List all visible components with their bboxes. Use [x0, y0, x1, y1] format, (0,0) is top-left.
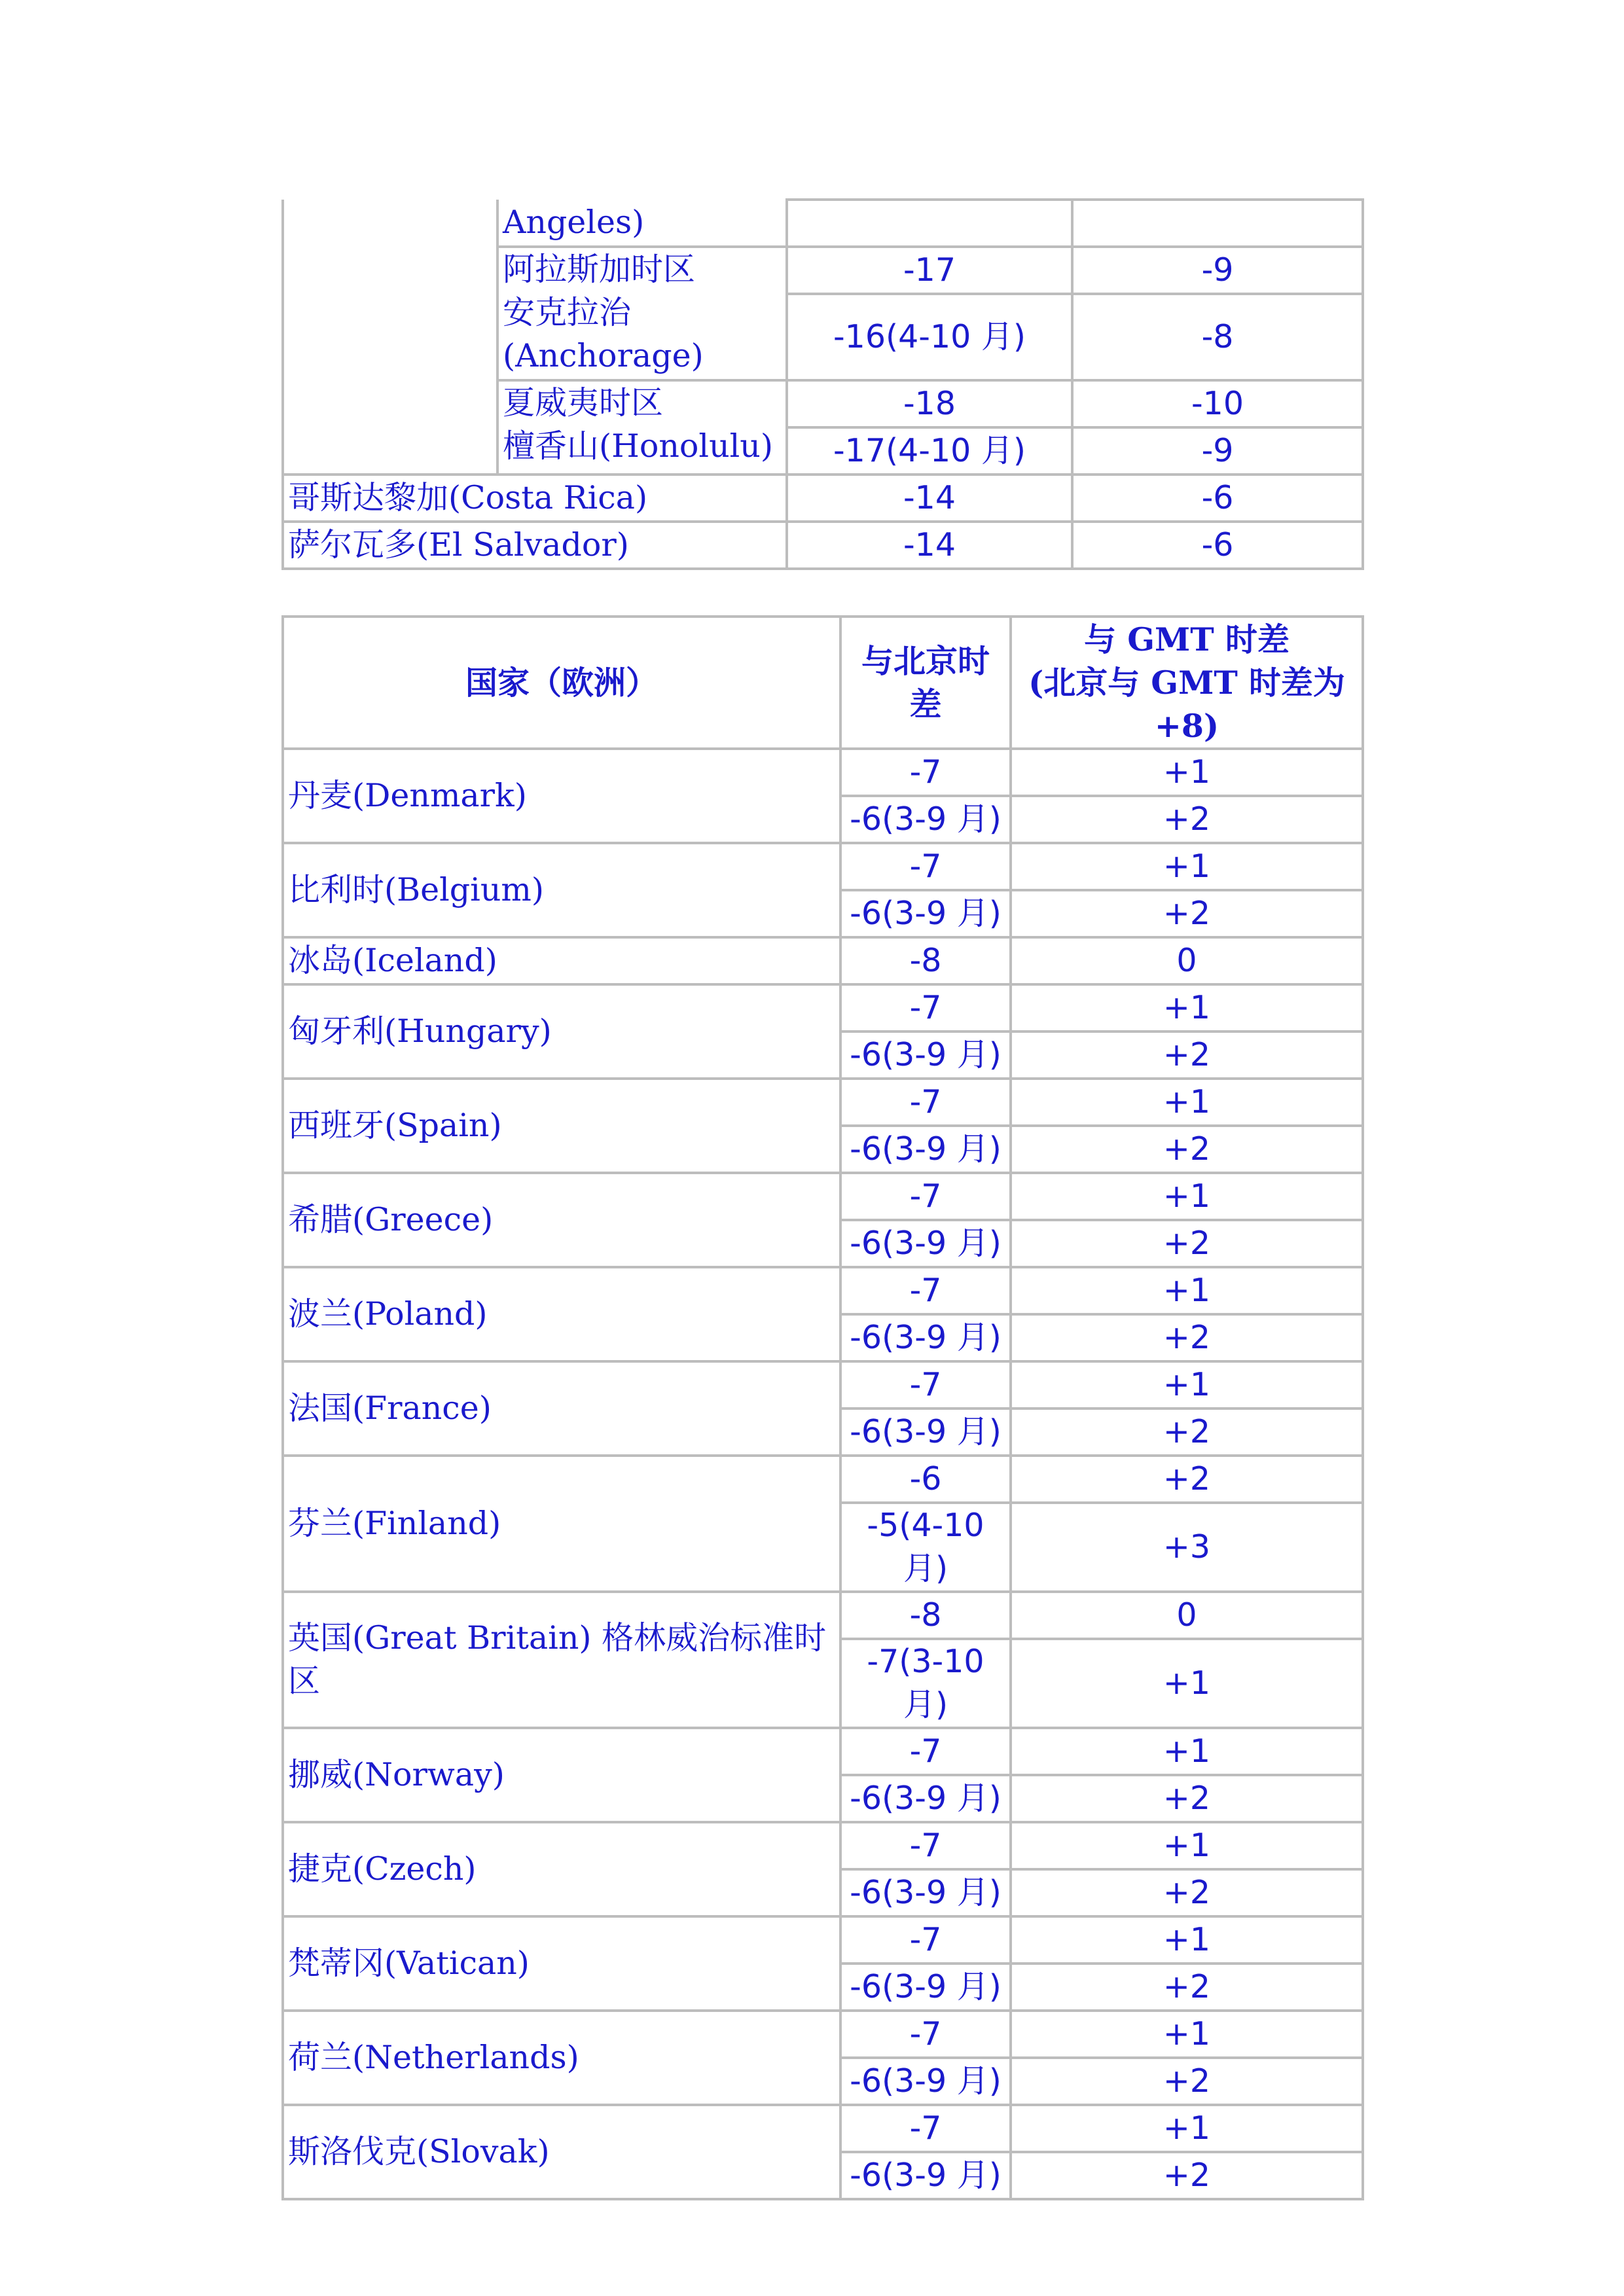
- europe-table-body: [283, 749, 1363, 2199]
- table-row: [283, 1728, 1363, 1775]
- gmt-diff-cell: +2: [1011, 1126, 1363, 1173]
- bj-diff-cell: -7: [840, 1728, 1011, 1775]
- bj-diff-cell: -7: [840, 984, 1011, 1031]
- country-name-cell: 挪威(Norway): [283, 1728, 840, 1822]
- gmt-diff-cell: +2: [1011, 1775, 1363, 1822]
- gmt-diff-cell: +1: [1011, 843, 1363, 890]
- bj-diff-cell: -7(3-10 月): [840, 1639, 1011, 1728]
- time-zone-table-europe: [281, 615, 1364, 2200]
- gmt-diff-cell: 0: [1011, 1592, 1363, 1639]
- gmt-diff-cell: +2: [1011, 1220, 1363, 1267]
- bj-diff-cell: -6(3-9 月): [840, 1126, 1011, 1173]
- bj-diff-cell: -6(3-9 月): [840, 1869, 1011, 1916]
- country-name-el-salvador: 萨尔瓦多(El Salvador): [283, 522, 787, 569]
- zone-name-angeles: Angeles): [497, 200, 787, 247]
- bj-diff-cell: -7: [840, 1267, 1011, 1314]
- country-name-cell: 梵蒂冈(Vatican): [283, 1916, 840, 2011]
- country-name-cell: 匈牙利(Hungary): [283, 984, 840, 1079]
- country-name-costa-rica: 哥斯达黎加(Costa Rica): [283, 475, 787, 522]
- country-name-cell: 芬兰(Finland): [283, 1456, 840, 1592]
- gmt-diff-cell: -10: [1072, 380, 1363, 427]
- bj-diff-cell: -6(3-9 月): [840, 796, 1011, 843]
- header-gmt-line1: 与 GMT 时差: [1084, 620, 1290, 658]
- bj-diff-cell: -17: [787, 247, 1072, 294]
- table-row: [283, 2105, 1363, 2152]
- table-row: [283, 749, 1363, 796]
- table-row: [283, 1456, 1363, 1503]
- header-gmt-diff: [1011, 617, 1363, 749]
- bj-diff-cell: -7: [840, 749, 1011, 796]
- gmt-diff-cell: [1072, 200, 1363, 247]
- bj-diff-cell: -8: [840, 937, 1011, 984]
- bj-diff-cell: [787, 200, 1072, 247]
- header-gmt-line2: (北京与 GMT 时差为+8): [1028, 664, 1345, 745]
- table-row: [283, 1916, 1363, 1964]
- gmt-diff-cell: +2: [1011, 1314, 1363, 1361]
- zone-name-alaska: [497, 247, 787, 380]
- gmt-diff-cell: +1: [1011, 1639, 1363, 1728]
- bj-diff-cell: -14: [787, 475, 1072, 522]
- table-row: [283, 2011, 1363, 2058]
- gmt-diff-cell: -6: [1072, 475, 1363, 522]
- header-country: 国家（欧洲）: [283, 617, 840, 749]
- bj-diff-cell: -6(3-9 月): [840, 1408, 1011, 1456]
- zone-line: 夏威夷时区: [503, 384, 664, 422]
- bj-diff-cell: -6(3-9 月): [840, 2058, 1011, 2105]
- table-row: [283, 1267, 1363, 1314]
- gmt-diff-cell: +2: [1011, 890, 1363, 937]
- country-name-cell: 英国(Great Britain) 格林威治标准时区: [283, 1592, 840, 1728]
- gmt-diff-cell: +1: [1011, 1267, 1363, 1314]
- bj-diff-cell: -6(3-9 月): [840, 1314, 1011, 1361]
- zone-line: 檀香山(Honolulu): [503, 427, 773, 465]
- zone-line: (Anchorage): [503, 337, 704, 374]
- country-name-cell: 法国(France): [283, 1361, 840, 1456]
- bj-diff-cell: -14: [787, 522, 1072, 569]
- zone-line: 安克拉治: [503, 294, 632, 331]
- bj-diff-cell: -7: [840, 843, 1011, 890]
- bj-diff-cell: -6(3-9 月): [840, 2152, 1011, 2199]
- gmt-diff-cell: -9: [1072, 427, 1363, 475]
- gmt-diff-cell: 0: [1011, 937, 1363, 984]
- country-name-cell: 波兰(Poland): [283, 1267, 840, 1361]
- country-name-cell: 冰岛(Iceland): [283, 937, 840, 984]
- bj-diff-cell: -7: [840, 1173, 1011, 1220]
- bj-diff-cell: -7: [840, 1916, 1011, 1964]
- gmt-diff-cell: +1: [1011, 1079, 1363, 1126]
- gmt-diff-cell: +2: [1011, 2152, 1363, 2199]
- time-zone-table-americas: [281, 198, 1364, 570]
- country-name-cell: 丹麦(Denmark): [283, 749, 840, 843]
- zone-name-hawaii: [497, 380, 787, 475]
- country-name-cell: 斯洛伐克(Slovak): [283, 2105, 840, 2199]
- gmt-diff-cell: +1: [1011, 2011, 1363, 2058]
- bj-diff-cell: -6(3-9 月): [840, 1775, 1011, 1822]
- bj-diff-cell: -7: [840, 1079, 1011, 1126]
- gmt-diff-cell: +1: [1011, 1728, 1363, 1775]
- table-row: [283, 1173, 1363, 1220]
- country-name-cell: 希腊(Greece): [283, 1173, 840, 1267]
- bj-diff-cell: -18: [787, 380, 1072, 427]
- gmt-diff-cell: +1: [1011, 1173, 1363, 1220]
- bj-diff-cell: -7: [840, 1822, 1011, 1869]
- table-row: [283, 1361, 1363, 1408]
- table-row: [283, 937, 1363, 984]
- table-row: [283, 843, 1363, 890]
- bj-diff-cell: -17(4-10 月): [787, 427, 1072, 475]
- country-name-cell: 荷兰(Netherlands): [283, 2011, 840, 2105]
- gmt-diff-cell: -6: [1072, 522, 1363, 569]
- bj-diff-cell: -6(3-9 月): [840, 1220, 1011, 1267]
- gmt-diff-cell: +1: [1011, 1822, 1363, 1869]
- region-cell-blank: [283, 200, 497, 475]
- bj-diff-cell: -6: [840, 1456, 1011, 1503]
- bj-diff-cell: -6(3-9 月): [840, 1031, 1011, 1079]
- gmt-diff-cell: +1: [1011, 2105, 1363, 2152]
- gmt-diff-cell: +3: [1011, 1503, 1363, 1592]
- country-name-cell: 西班牙(Spain): [283, 1079, 840, 1173]
- gmt-diff-cell: +1: [1011, 1916, 1363, 1964]
- gmt-diff-cell: +2: [1011, 1456, 1363, 1503]
- gmt-diff-cell: -9: [1072, 247, 1363, 294]
- table-row: [283, 1592, 1363, 1639]
- bj-diff-cell: -7: [840, 2011, 1011, 2058]
- bj-diff-cell: -7: [840, 1361, 1011, 1408]
- bj-diff-cell: -5(4-10 月): [840, 1503, 1011, 1592]
- bj-diff-cell: -6(3-9 月): [840, 890, 1011, 937]
- bj-diff-cell: -6(3-9 月): [840, 1964, 1011, 2011]
- gmt-diff-cell: +2: [1011, 2058, 1363, 2105]
- bj-diff-cell: -8: [840, 1592, 1011, 1639]
- gmt-diff-cell: +2: [1011, 1964, 1363, 2011]
- table-row: [283, 1079, 1363, 1126]
- zone-line: 阿拉斯加时区: [503, 251, 696, 288]
- country-name-cell: 捷克(Czech): [283, 1822, 840, 1916]
- gmt-diff-cell: +2: [1011, 1031, 1363, 1079]
- gmt-diff-cell: +2: [1011, 1408, 1363, 1456]
- bj-diff-cell: -7: [840, 2105, 1011, 2152]
- bj-diff-cell: -16(4-10 月): [787, 294, 1072, 380]
- gmt-diff-cell: +1: [1011, 1361, 1363, 1408]
- country-name-cell: 比利时(Belgium): [283, 843, 840, 937]
- table-row: [283, 1822, 1363, 1869]
- gmt-diff-cell: -8: [1072, 294, 1363, 380]
- gmt-diff-cell: +1: [1011, 749, 1363, 796]
- gmt-diff-cell: +1: [1011, 984, 1363, 1031]
- table-row: [283, 984, 1363, 1031]
- gmt-diff-cell: +2: [1011, 796, 1363, 843]
- gmt-diff-cell: +2: [1011, 1869, 1363, 1916]
- header-beijing-diff: 与北京时差: [840, 617, 1011, 749]
